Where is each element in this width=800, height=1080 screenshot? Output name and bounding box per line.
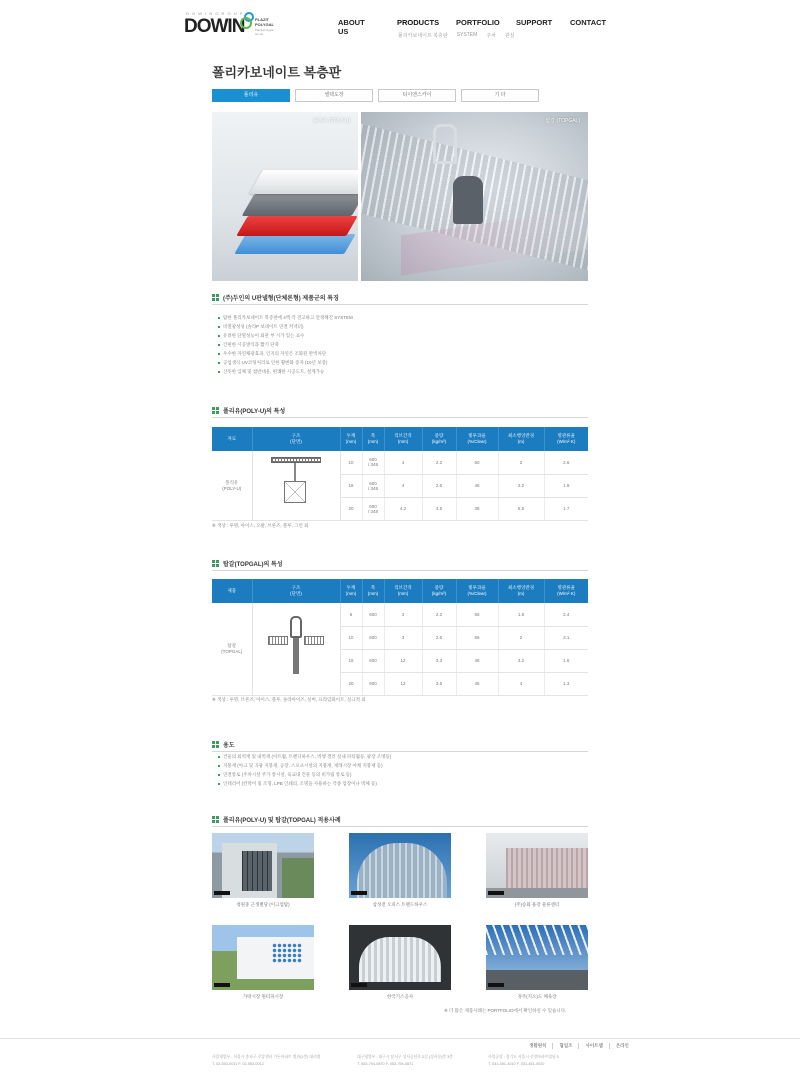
tab-tensky[interactable]: 티이엔스카이 (378, 89, 456, 102)
square-bullet-icon (212, 294, 219, 301)
square-bullet-icon (212, 816, 219, 823)
list-item: 연결통로 (주차시설 주가 통시설, 육교내 건물 등의 비가림 통로 등) (218, 770, 391, 779)
logo-mark-icon (240, 12, 280, 34)
divider (212, 570, 588, 571)
table-header: 리브간격 (mm) (384, 579, 422, 603)
case-photo[interactable] (212, 925, 314, 990)
color-note: ※ 색상 : 투명, 아이스, 오팔, 브론즈, 블루, 그린 외 (212, 523, 309, 528)
product-name: 탑갈 (TOPGAL) (212, 603, 252, 695)
case-item[interactable] (486, 833, 588, 908)
case-item[interactable] (486, 925, 588, 1000)
table-header: 폭 (mm) (362, 427, 384, 451)
table-header: 최소행잉반경 (m) (498, 427, 544, 451)
section-title-poly-u: 폴리유(POLY-U)의 특성 (212, 406, 285, 415)
table-header: 제품 (212, 579, 252, 603)
portfolio-note[interactable]: ※ 더 많은 제품사례는 PORTFOLIO에서 확인하실 수 있습니다. (444, 1008, 567, 1013)
table-header: 폭 (mm) (362, 579, 384, 603)
footer-address-daegu: 대구영업부 : 대구시 달서구 성서공단로 2길 (성서동)층 3층 T. 053-794-0870 F. 053-794-0871 (357, 1055, 453, 1066)
table-header: 최소행잉반경 (m) (498, 579, 544, 603)
divider (212, 417, 588, 418)
sub-nav (398, 32, 515, 39)
hero-image-poly-u (212, 112, 358, 281)
subnav-item[interactable]: 폴리카보네이트 복층판 (398, 33, 448, 39)
table-header-row (212, 427, 588, 451)
footer-address-seoul: 서울영업부 : 서울시 송파구 중앙센터 가든아파트 별관(1층) 대리점 T. 02-553-0011 F. 02-553-0012 (212, 1055, 321, 1066)
square-bullet-icon (212, 407, 219, 414)
subnav-item[interactable]: 주차 (486, 33, 496, 39)
tab-poly-u[interactable]: 폴리유 (212, 89, 290, 102)
tab-etc[interactable]: 기 타 (461, 89, 539, 102)
table-row: 20 600 / 348 4.2 4.5 38 6.5 1.7 (212, 497, 588, 520)
case-item[interactable] (212, 925, 314, 1000)
table-header: 빛투과율 (%/Clear) (456, 579, 498, 603)
case-photo[interactable] (349, 833, 451, 898)
table-header: 두께 (mm) (340, 579, 362, 603)
table-header: 열관류율 (W/m²·K) (544, 427, 588, 451)
table-row: 16 600 / 348 4 2.5 45 2.2 1.9 (212, 474, 588, 497)
logo-mark-sub: Plazit-Polygal Group (255, 28, 274, 36)
spec-table-poly-u (212, 427, 588, 521)
table-header: 중량 (kg/m²) (422, 579, 456, 603)
table-header: 열관류율 (W/m²·K) (544, 579, 588, 603)
subnav-item[interactable]: SYSTEM (456, 32, 478, 38)
footer-link[interactable]: 온라인 (609, 1043, 635, 1049)
square-bullet-icon (212, 741, 219, 748)
spec-table-topgal (212, 579, 588, 696)
table-header: 빛투과율 (%/Clear) (456, 427, 498, 451)
divider (212, 826, 588, 827)
case-photo[interactable] (486, 833, 588, 898)
table-header: 중량 (kg/m²) (422, 427, 456, 451)
cross-section-diagram (252, 451, 340, 520)
footer-address-factory: 사업공장 : 경기도 서울시 중앙아파트빌딩 5 T. 031-451-4010 F. 031-451-4020 (488, 1055, 559, 1066)
feature-list (218, 313, 353, 376)
nav-portfolio[interactable]: PORTFOLIO (456, 18, 500, 27)
table-header: 구조 (단면) (252, 579, 340, 603)
list-item: 우수한 자연채광효과, 인지의 자연은 조화된 완벽차단 (218, 349, 353, 358)
hero-image-topgal (361, 112, 588, 281)
case-item[interactable] (212, 833, 314, 908)
nav-contact[interactable]: CONTACT (570, 18, 607, 27)
divider (212, 304, 588, 305)
list-item: 유려한 단열성능이 외관 부 시가 있는 표수 (218, 331, 353, 340)
table-row: 20 600 12 3.5 45 4 1.3 (212, 672, 588, 695)
hero-caption: 폴리유 (POLY-U) (313, 118, 350, 124)
hero-caption: 탑갈 (TOPGAL) (545, 118, 580, 124)
case-caption: 가락시장 원터파시장 (242, 994, 284, 999)
list-item: 건물의 외벽재 및 내벽재 (아트월, 트렌디하우스, 벽행 갤러 실내 파티월등, 광장 조명등) (218, 752, 391, 761)
table-header: 구조 (단면) (252, 427, 340, 451)
logo-tagline: D O W I N G R O U P (186, 11, 244, 16)
section-title-topgal: 탑갈(TOPGAL)의 특성 (212, 559, 283, 568)
list-item: 탑한 폴리카보네이트 복층판에 4액 각 견고하고 안정해진 SYSTEM (218, 313, 353, 322)
page-title: 폴리카보네이트 복층판 (212, 65, 342, 80)
case-photo[interactable] (486, 925, 588, 990)
table-row: 10 600 3 2.5 55 2 2.1 (212, 626, 588, 649)
footer-link[interactable]: 사이트맵 (578, 1043, 608, 1049)
square-bullet-icon (212, 560, 219, 567)
cross-section-diagram (252, 603, 340, 695)
nav-about-us[interactable]: ABOUT US (338, 18, 365, 36)
uses-list (218, 752, 391, 788)
list-item: 공업생식 UV코팅처리로 인한 황변화 증자 (10년 보장) (218, 358, 353, 367)
table-row: 16 600 12 3.3 48 3.2 1.6 (212, 649, 588, 672)
footer-link[interactable]: 생활원칙 (529, 1043, 547, 1048)
product-name: 폴리유 (POLY-U) (212, 451, 252, 520)
table-header: 자료 (212, 427, 252, 451)
table-header: 두께 (mm) (340, 427, 362, 451)
case-caption: 삼성전 오피스 트렌드하우스 (372, 902, 428, 907)
case-caption: 청원중 근생별당 (이크업탑) (236, 902, 290, 907)
case-caption: 한국기스공사 (386, 994, 414, 999)
logo-wordmark: DOWIN (184, 16, 245, 37)
case-item[interactable] (349, 925, 451, 1000)
list-item: 지붕재 (아크 및 곡광 지붕재, 공장, 스포츠시설의 지붕재, 재래시장 아케 지붕재 등) (218, 761, 391, 770)
list-item: 산뜻한 입체 및 첨반대울, 편쾌한 시공도트, 설계가능 (218, 367, 353, 376)
section-title-cases: 폴리유(POLY-U) 및 탑갈(TOPGAL) 적용사례 (212, 815, 341, 824)
nav-support[interactable]: SUPPORT (516, 18, 553, 27)
footer-divider (0, 1038, 800, 1039)
product-tabs (212, 89, 539, 102)
footer-links (523, 1043, 635, 1049)
table-header: 리브간격 (mm) (384, 427, 422, 451)
table-row: 폴리유 (POLY-U) 10 600 / 348 4 2.2 60 2 2.6 (212, 451, 588, 474)
logo[interactable] (184, 12, 280, 36)
case-photo[interactable] (349, 925, 451, 990)
section-title-uses: 용도 (212, 740, 235, 749)
section-title-features: (주)두인의 U판넬형(단체론형) 제품군의 특징 (212, 293, 339, 302)
list-item: 인테리어 (칸막이 및 조형, LPB 인쇄의, 조명을 사용하는 각종 업장이나 벽체 등) (218, 779, 391, 788)
list-item: 비열광성성 (솔라P 보네이트 연결 커넥터) (218, 322, 353, 331)
footer-link[interactable]: 협업조 (552, 1043, 578, 1049)
case-caption: 경주(지오)도 체육장 (517, 994, 557, 999)
color-note: ※ 색상 : 투명, 브론즈, 아이스, 블루, 솔라아이즈, 실버, 프라임화이트, 실크적 외 (212, 697, 366, 702)
tab-select-coat[interactable]: 셀택도장 (295, 89, 373, 102)
list-item: 간편한 시공방식과 짧기 단축 (218, 340, 353, 349)
table-row: 탑갈 (TOPGAL) 6 600 3 2.2 65 1.8 2.4 (212, 603, 588, 626)
case-caption: (주)승화 용강 물류센터 (514, 902, 560, 907)
nav-products[interactable]: PRODUCTS (397, 18, 440, 27)
table-header-row (212, 579, 588, 603)
logo-mark-text: PLAZIT POLYGAL (255, 17, 274, 27)
case-photo[interactable] (212, 833, 314, 898)
subnav-item[interactable]: 관심 (504, 33, 515, 39)
case-item[interactable] (349, 833, 451, 908)
